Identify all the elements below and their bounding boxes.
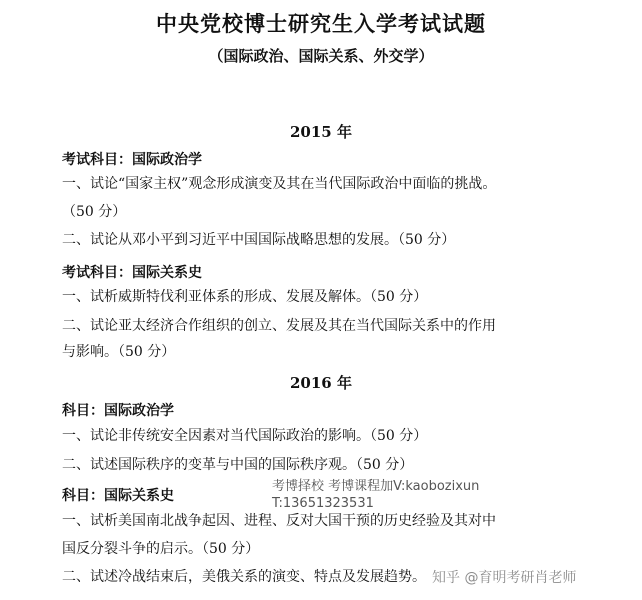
document-subtitle: （国际政治、国际关系、外交学） <box>208 47 434 65</box>
year-heading: 2015 年 <box>290 123 352 141</box>
watermark-corner: 知乎 @育明考研肖老师 <box>432 570 577 586</box>
subject-heading: 科目：国际政治学 <box>62 403 174 419</box>
question-line: 二、试述冷战结束后，美俄关系的演变、特点及发展趋势。 <box>62 569 426 585</box>
question-line: 与影响。（50 分） <box>62 344 176 360</box>
subject-heading: 考试科目：国际关系史 <box>62 265 202 281</box>
question-line: 二、试论亚太经济合作组织的创立、发展及其在当代国际关系中的作用 <box>62 318 496 334</box>
question-line: 二、试述国际秩序的变革与中国的国际秩序观。（50 分） <box>62 457 414 473</box>
question-line: 二、试论从邓小平到习近平中国国际战略思想的发展。（50 分） <box>62 232 456 248</box>
question-line: 一、试论非传统安全因素对当代国际政治的影响。（50 分） <box>62 428 428 444</box>
watermark-text: 考博择校 考博课程加V:kaobozixun <box>272 479 480 494</box>
question-line: 国反分裂斗争的启示。（50 分） <box>62 541 260 557</box>
watermark-phone: T:13651323531 <box>272 496 374 511</box>
question-line: 一、试析威斯特伐利亚体系的形成、发展及解体。（50 分） <box>62 289 428 305</box>
question-line: 一、试析美国南北战争起因、进程、反对大国干预的历史经验及其对中 <box>62 513 496 529</box>
subject-heading: 科目：国际关系史 <box>62 488 174 504</box>
year-heading: 2016 年 <box>290 374 352 392</box>
subject-heading: 考试科目：国际政治学 <box>62 152 202 168</box>
question-line: 一、试论“国家主权”观念形成演变及其在当代国际政治中面临的挑战。 <box>62 176 497 192</box>
document-title: 中央党校博士研究生入学考试试题 <box>156 12 486 36</box>
question-line: （50 分） <box>62 204 127 220</box>
